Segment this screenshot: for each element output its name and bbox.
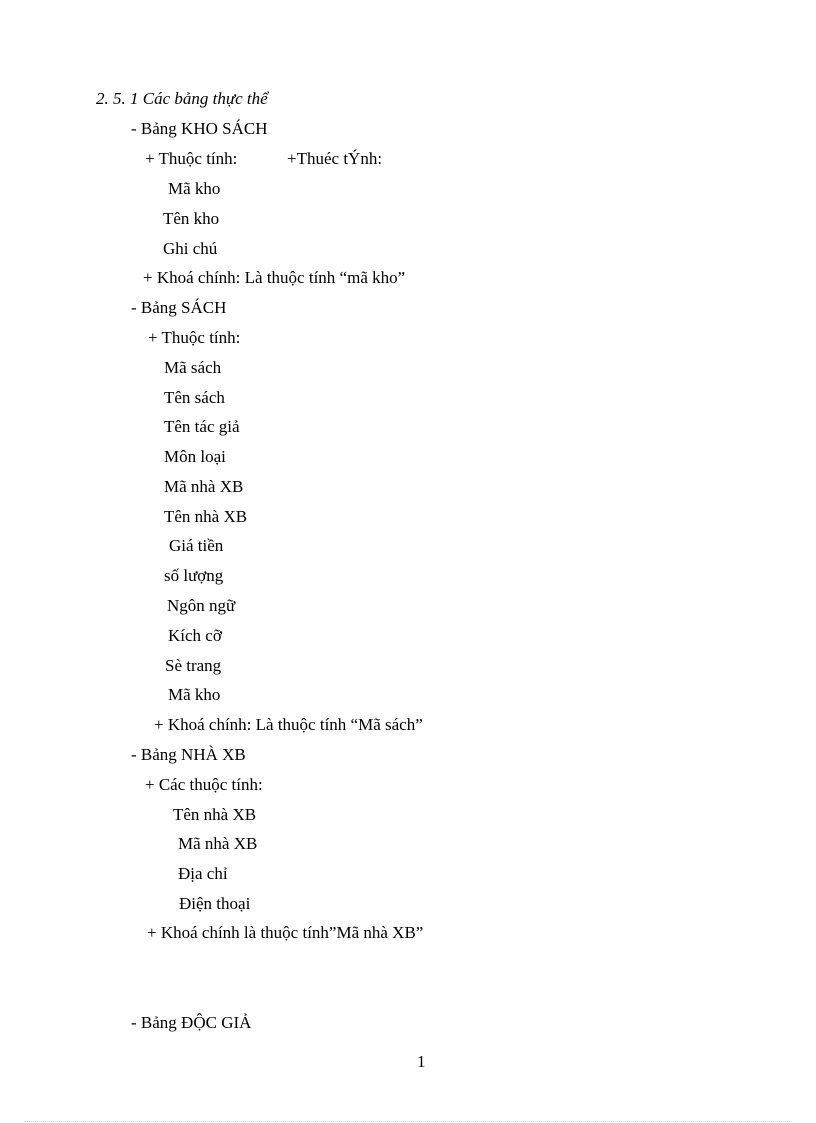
primary-key-line: + Khoá chính: Là thuộc tính “Mã sách”	[154, 715, 423, 734]
primary-key-line: + Khoá chính: Là thuộc tính “mã kho”	[143, 268, 406, 287]
page-number: 1	[417, 1052, 426, 1071]
table-title-nha-xb: - Bảng NHÀ XB	[131, 745, 246, 764]
section-heading: 2. 5. 1 Các bảng thực thể	[96, 89, 268, 108]
attr-item: Mã kho	[168, 685, 221, 704]
attr-item: số lượng	[164, 566, 224, 585]
table-title-doc-gia: - Bảng ĐỘC GIẢ	[131, 1013, 252, 1032]
attr-item: Môn loại	[164, 447, 226, 466]
attr-item: Địa chỉ	[178, 864, 228, 883]
attr-item: Kích cỡ	[168, 626, 222, 645]
attr-item: Ngôn ngữ	[167, 596, 236, 615]
attr-item: Tên nhà XB	[173, 805, 257, 824]
attr-item: Mã kho	[168, 179, 221, 198]
attr-item: Tên nhà XB	[164, 507, 248, 526]
table-title-kho-sach: - Bảng KHO SÁCH	[131, 119, 268, 138]
attr-label: + Thuộc tính:	[145, 149, 238, 168]
primary-key-line: + Khoá chính là thuộc tính”Mã nhà XB”	[147, 923, 424, 942]
attr-label: + Thuộc tính:	[148, 328, 241, 347]
table-title-sach: - Bảng SÁCH	[131, 298, 227, 317]
attr-label: + Các thuộc tính:	[145, 775, 263, 794]
attr-item: Mã nhà XB	[164, 477, 244, 496]
attr-item: Điện thoại	[179, 894, 251, 913]
attr-item: Tên kho	[163, 209, 220, 228]
attr-item: Giá tiền	[169, 536, 224, 555]
page-divider	[24, 1121, 792, 1122]
attr-label-garbled: +Thuéc tÝnh:	[287, 149, 383, 168]
attr-item: Ghi chú	[163, 239, 218, 258]
attr-item: Mã sách	[164, 358, 222, 377]
attr-item: Mã nhà XB	[178, 834, 258, 853]
attr-item: Sè trang	[165, 656, 222, 675]
attr-item: Tên sách	[164, 388, 225, 407]
attr-item: Tên tác giả	[164, 417, 240, 436]
